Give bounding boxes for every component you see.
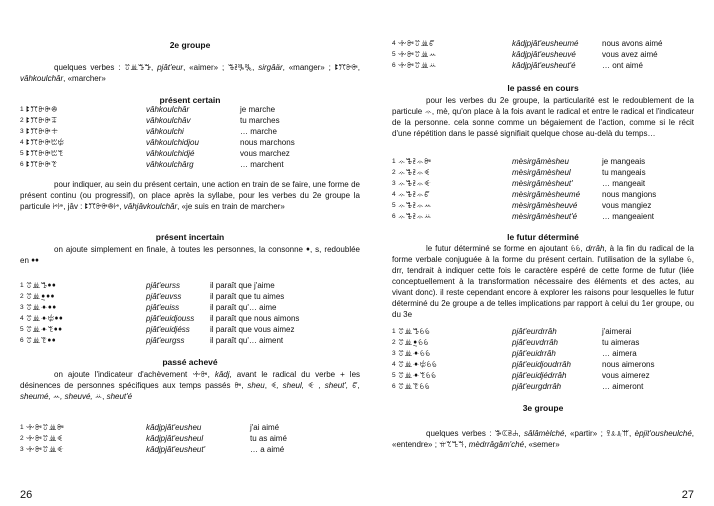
script-form: ꔪꔫꔬꔭꔰ [26, 127, 59, 136]
script-form: ꔢꔣꔸꕃꕄ [398, 338, 429, 347]
translation: vous marchez [240, 149, 290, 158]
person-number: 3 [392, 350, 396, 357]
title-2e-groupe: 2e groupe [169, 40, 211, 50]
conjugation-row [392, 178, 694, 189]
conjugation-row [20, 422, 360, 433]
script-form: ꔢꔣꔹꔷꔷ [26, 303, 57, 312]
conjugation-row [392, 156, 694, 167]
person-number: 1 [392, 328, 396, 335]
person-number: 6 [392, 62, 396, 69]
person-number: 4 [20, 139, 24, 146]
conjugation-row [392, 337, 694, 348]
person-number: 2 [392, 169, 396, 176]
title-present-incertain: présent incertain [155, 232, 225, 242]
transliteration: kâdjpjât'eusheu [146, 423, 202, 432]
person-number: 5 [392, 372, 396, 379]
person-number: 1 [20, 424, 24, 431]
script-form: ꕂꔦꔧꕂꔾ [398, 179, 432, 188]
person-number: 5 [20, 150, 24, 157]
intro-paragraph: quelques verbes : ꔢꔣꔤꔥ, pjât'eur, «aimer» ; ꔦꔧꔨꔩ, sirgâär, «manger» ; ꔪꔫꔬꔭ, vâhkoulchâr, «marcher» [20, 63, 361, 83]
transliteration: pjât'euidjouss [146, 314, 195, 323]
translation: nous avons aimé [602, 39, 663, 48]
conjugation-row [20, 291, 360, 302]
en-cours-paragraph: pour les verbes du 2e groupe, la particularité est le redoublement de la particule ꕂ, mè, qu'on place à la fois avant le radical et entre le radical et l'indicateur de la personne. cela sonne comme un bégaiement de l'action, comme si le récit d'une répétition dans le passé signifiait quelque chose au-delà du temps… [392, 96, 694, 138]
conjugation-row [392, 49, 694, 60]
translation: je mangeais [602, 157, 646, 166]
transliteration: mèsirgâmèsheu [512, 157, 569, 166]
person-number: 4 [392, 361, 396, 368]
script-form: ꔢꔣꔹꔳꔷꔷ [26, 325, 63, 334]
person-number: 4 [392, 40, 396, 47]
conjugation-row [20, 159, 360, 170]
translation: vous aimerez [602, 371, 650, 380]
table-passe-en-cours [392, 156, 694, 222]
translation: nous marchons [240, 138, 295, 147]
translation: … marchent [240, 160, 284, 169]
person-number: 1 [392, 158, 396, 165]
transliteration: pjât'euiss [146, 303, 180, 312]
conjugation-row [20, 126, 360, 137]
translation: vous mangiez [602, 201, 652, 210]
transliteration: kâdjpjât'eusheumé [512, 39, 579, 48]
conjugation-row [20, 324, 360, 335]
script-form: ꔢꔣꔸꔷꔷ [26, 292, 55, 301]
person-number: 2 [20, 117, 24, 124]
person-number: 1 [20, 282, 24, 289]
3e-groupe-paragraph: quelques verbes : ꕅꕆꕇꕈ, sâlâmèlché, «partir» ; ꕉꕊꕋꕌ, èpjit'ousheulché, «entendre» ; ꕍꕎꕏꕐ, mèdrrâgâm'ché, «semer» [392, 429, 695, 449]
translation: vous avez aimé [602, 50, 658, 59]
right-page [392, 0, 694, 506]
conjugation-row [20, 313, 360, 324]
script-form: ꔪꔫꔬꔭꔯ [26, 116, 58, 125]
title-present-certain: présent certain [159, 95, 221, 105]
translation: tu aimeras [602, 338, 640, 347]
translation: il paraît que j'aime [210, 281, 275, 290]
transliteration: vâhkoulchidjou [146, 138, 199, 147]
conjugation-row [392, 348, 694, 359]
conjugation-row [392, 370, 694, 381]
conjugation-row [20, 104, 360, 115]
script-form: ꔪꔫꔬꔭꔴ [26, 160, 58, 169]
translation: … aimera [602, 349, 637, 358]
title-passe-en-cours: le passé en cours [507, 83, 579, 93]
conjugation-row [392, 211, 694, 222]
translation: … a aimé [250, 445, 285, 454]
table-futur-determine [392, 326, 694, 392]
transliteration: mèsirgâmèsheut'é [512, 212, 578, 221]
conjugation-row [392, 167, 694, 178]
translation: il paraît que vous aimez [210, 325, 295, 334]
conjugation-row [392, 38, 694, 49]
person-number: 3 [20, 304, 24, 311]
person-number: 3 [20, 128, 24, 135]
script-form: ꔺꔻꔢꔣꕀ [398, 50, 437, 59]
conjugation-row [20, 433, 360, 444]
translation: … mangeaient [602, 212, 655, 221]
script-form: ꔺꔻꔢꔣꔾ [26, 445, 65, 454]
transliteration: pjât'eurss [146, 281, 180, 290]
person-number: 5 [392, 202, 396, 209]
transliteration: pjât'euvss [146, 292, 182, 301]
translation: j'aimerai [602, 327, 632, 336]
script-form: ꕂꔦꔧꕂꔿ [398, 190, 431, 199]
translation: nous aimerons [602, 360, 655, 369]
script-form: ꔢꔣꔴꔷꔷ [26, 336, 57, 345]
script-form: ꔢꔣꔹꔲꔷꔷ [26, 314, 64, 323]
conjugation-row [392, 60, 694, 71]
translation: j'ai aimé [250, 423, 280, 432]
transliteration: kâdjpjât'eusheut' [146, 445, 206, 454]
script-form: ꔺꔻꔢꔣꔽ [26, 434, 64, 443]
transliteration: vâhkoulchâr [146, 105, 190, 114]
conjugation-row [20, 335, 360, 346]
person-number: 5 [392, 51, 396, 58]
person-number: 6 [392, 213, 396, 220]
conjugation-row [392, 189, 694, 200]
page-number-left: 26 [20, 489, 33, 501]
translation: … aimeront [602, 382, 644, 391]
script-form: ꔢꔣꔹꕃꕄ [398, 349, 431, 358]
acheve-paragraph: on ajoute l'indicateur d'achèvement ꔺꔻ, kâdj, avant le radical du verbe + les désinences de personnes spécifiques aux temps passés ꔼ, sheu, ꔽ, sheul, ꔾ , sheut', ꔿ, sheumé, ꕀ, sheuvé, ꕁ, sheut'é [20, 370, 361, 401]
person-number: 4 [392, 191, 396, 198]
table-passe-acheve-1 [20, 422, 360, 455]
transliteration: mèsirgâmèsheuvé [512, 201, 578, 210]
transliteration: pjât'euidjéss [146, 325, 190, 334]
table-passe-acheve-2 [392, 38, 694, 71]
page-number-right: 27 [681, 489, 694, 501]
translation: … marche [240, 127, 277, 136]
futur-paragraph: le futur déterminé se forme en ajoutant ꕃꕄ, drrâh, à la fin du radical de la forme verbale conjuguée à la forme du présent certain. l'utilisation de la syllabe ꕃ, drr, tendrait à indiquer cette fois le caractère espéré de cette forme de futur (liée conceptuellement à la transformation nécessaire des éléments et des actes, au vivant donc). il reste cependant encore à explorer les raisons pour lesquelles le futur déterminé du 2e groupe a de telles implications par rapport à celui du 1er groupe, ou du 3e [392, 244, 694, 319]
incertain-paragraph: on ajoute simplement en finale, à toutes les personnes, la consonne ꔷ, s, redoublée en ꔷꔷ [20, 245, 361, 265]
person-number: 5 [20, 326, 24, 333]
translation: il paraît qu'… aiment [210, 336, 284, 345]
conjugation-row [20, 148, 360, 159]
transliteration: pjât'euvdrrâh [512, 338, 558, 347]
translation: il paraît que tu aimes [210, 292, 285, 301]
script-form: ꕂꔦꔧꕂꔼ [398, 157, 432, 166]
person-number: 4 [20, 315, 24, 322]
transliteration: pjât'euidjoudrrâh [512, 360, 571, 369]
conjugation-row [20, 280, 360, 291]
title-futur-determine: le futur déterminé [507, 232, 579, 242]
translation: tu as aimé [250, 434, 287, 443]
person-number: 3 [20, 446, 24, 453]
transliteration: pjât'eurgdrrâh [512, 382, 562, 391]
script-form: ꔪꔫꔬꔭꔮ [26, 105, 58, 114]
transliteration: mèsirgâmèsheut' [512, 179, 573, 188]
script-form: ꔺꔻꔢꔣꔼ [26, 423, 65, 432]
script-form: ꔪꔫꔬꔭꔱꔳ [26, 149, 64, 158]
conjugation-row [392, 326, 694, 337]
conjugation-row [392, 381, 694, 392]
conjugation-row [20, 137, 360, 148]
translation: … ont aimé [602, 61, 643, 70]
conjugation-row [392, 359, 694, 370]
translation: tu marches [240, 116, 280, 125]
person-number: 6 [20, 337, 24, 344]
script-form: ꕂꔦꔧꕂꕀ [398, 201, 432, 210]
translation: … mangeait [602, 179, 646, 188]
script-form: ꔺꔻꔢꔣꔿ [398, 39, 436, 48]
person-number: 6 [20, 161, 24, 168]
transliteration: kâdjpjât'eusheut'é [512, 61, 576, 70]
transliteration: vâhkoulchidjé [146, 149, 195, 158]
script-form: ꕂꔦꔧꕂꔽ [398, 168, 431, 177]
translation: tu mangeais [602, 168, 646, 177]
translation: il paraît qu'… aime [210, 303, 277, 312]
person-number: 2 [20, 293, 24, 300]
conjugation-row [20, 444, 360, 455]
script-form: ꔢꔣꔹꔳꕃꕄ [398, 371, 437, 380]
script-form: ꔢꔣꔹꔲꕃꕄ [398, 360, 438, 369]
table-present-incertain [20, 280, 360, 346]
person-number: 2 [392, 339, 396, 346]
transliteration: pjât'eurgss [146, 336, 185, 345]
progressive-paragraph: pour indiquer, au sein du présent certain, une action en train de se faire, une forme de présent continu (ou progressif), on place après la syllabe, pour les verbes du 2e groupe la particule ꔵꔶ, jâv : ꔪꔫꔬꔭꔮꔵ, vâhjâvkoulchâr, «je suis en train de marcher» [20, 180, 360, 211]
table-present-certain [20, 104, 360, 170]
translation: nous mangions [602, 190, 657, 199]
script-form: ꕂꔦꔧꕂꕁ [398, 212, 432, 221]
transliteration: kâdjpjât'eusheuvé [512, 50, 576, 59]
script-form: ꔪꔫꔬꔭꔱꔲ [26, 138, 65, 147]
transliteration: pjât'euidrrâh [512, 349, 556, 358]
transliteration: pjât'euidjédrrâh [512, 371, 567, 380]
left-page [20, 0, 360, 506]
title-3e-groupe: 3e groupe [522, 403, 564, 413]
script-form: ꔺꔻꔢꔣꕁ [398, 61, 437, 70]
transliteration: vâhkoulchi [146, 127, 184, 136]
person-number: 3 [392, 180, 396, 187]
translation: il paraît que nous aimons [210, 314, 300, 323]
conjugation-row [392, 200, 694, 211]
person-number: 2 [20, 435, 24, 442]
script-form: ꔢꔣꔤꕃꕄ [398, 327, 431, 336]
transliteration: vâhkoulchâv [146, 116, 191, 125]
transliteration: vâhkoulchârg [146, 160, 194, 169]
transliteration: pjât'eurdrrâh [512, 327, 557, 336]
transliteration: mèsirgâmèsheul [512, 168, 571, 177]
person-number: 1 [20, 106, 24, 113]
conjugation-row [20, 115, 360, 126]
person-number: 6 [392, 383, 396, 390]
title-passe-acheve: passé achevé [162, 357, 218, 367]
transliteration: mèsirgâmèsheumé [512, 190, 581, 199]
transliteration: kâdjpjât'eusheul [146, 434, 204, 443]
translation: je marche [240, 105, 276, 114]
conjugation-row [20, 302, 360, 313]
script-form: ꔢꔣꔤꔷꔷ [26, 281, 57, 290]
script-form: ꔢꔣꔴꕃꕄ [398, 382, 431, 391]
